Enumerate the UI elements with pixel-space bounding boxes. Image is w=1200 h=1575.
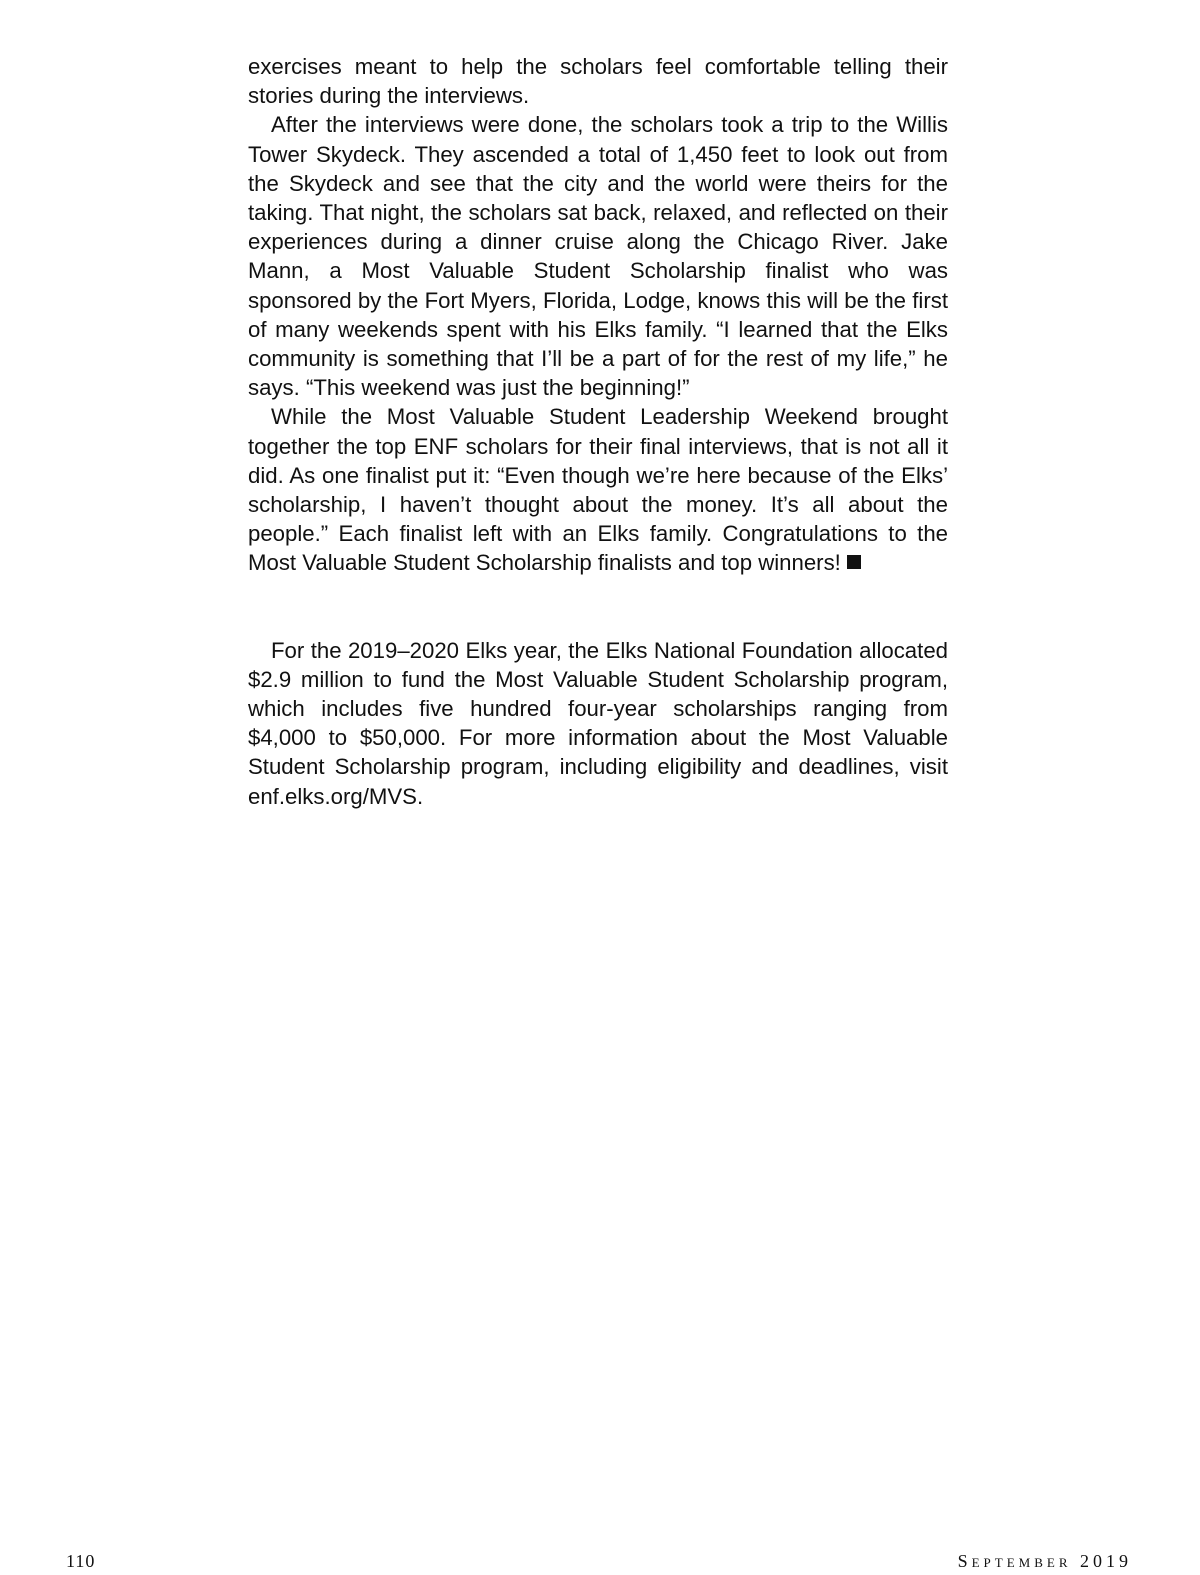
scholarship-info-note: For the 2019–2020 Elks year, the Elks National Foundation allocated $2.9 million to fund the Most Valuable Student Scholarship program, which includes five hundred four-year scholarships ranging from $4,000 to $50,000. For more information about the Most Valuable Student Scholarship program, including eligibility and deadlines, visit enf.elks.org/MVS. — [248, 637, 948, 809]
article-paragraph-final — [248, 402, 948, 577]
page-footer — [0, 1551, 1200, 1575]
article-paragraph-text: While the Most Valuable Student Leadership Weekend brought together the top ENF scholars for their final interviews, that is not all it did. As one finalist put it: “Even though we’re here because of the Elks’ scholarship, I haven’t thought about the money. It’s all about the people.” Each finalist left with an Elks family. Congratulations to the Most Valuable Student Scholarship finalists and top winners! — [248, 404, 948, 576]
issue-date: September 2019 — [957, 1551, 1132, 1571]
end-of-article-square-icon — [847, 555, 861, 569]
article-paragraph: exercises meant to help the scholars feel comfortable telling their stories during the interviews. — [248, 54, 948, 109]
article-paragraph: After the interviews were done, the scholars took a trip to the Willis Tower Skydeck. They ascended a total of 1,450 feet to look out from the Skydeck and see that the city and the world were theirs for the taking. That night, the scholars sat back, relaxed, and reflected on their experiences during a dinner cruise along the Chicago River. Jake Mann, a Most Valuable Student Scholarship finalist who was sponsored by the Fort Myers, Florida, Lodge, knows this will be the first of many weekends spent with his Elks family. “I learned that the Elks community is something that I’ll be a part of for the rest of my life,” he says. “This weekend was just the beginning!” — [248, 112, 948, 401]
page-number: 110 — [66, 1551, 96, 1571]
article-body — [248, 52, 948, 811]
